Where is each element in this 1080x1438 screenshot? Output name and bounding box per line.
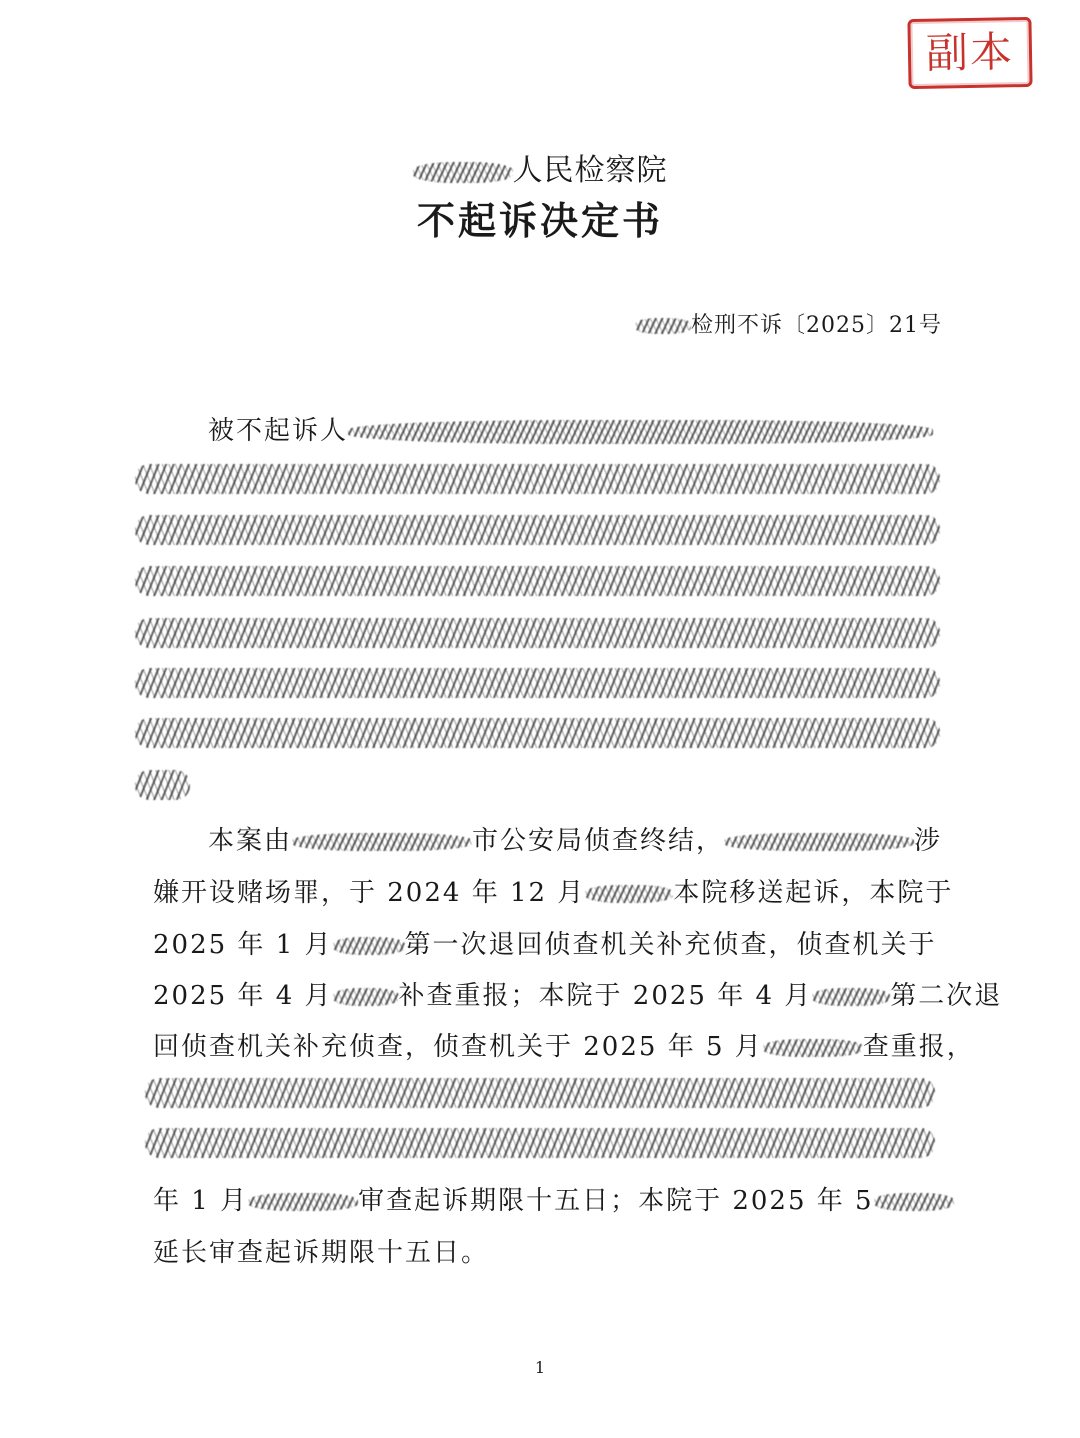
redacted-text — [248, 1193, 358, 1211]
document-number-text: 检刑不诉〔2025〕21号 — [691, 313, 942, 338]
paragraph-line — [153, 1232, 489, 1269]
text: 年 1 月 — [153, 1186, 249, 1216]
paragraph-line — [153, 1026, 975, 1063]
paragraph-line — [208, 820, 942, 857]
respondent-line — [208, 410, 933, 447]
text: 补查重报；本院于 2025 年 4 月 — [398, 981, 813, 1011]
paragraph-line — [153, 975, 1002, 1012]
text: 第一次退回侦查机关补充侦查，侦查机关于 — [404, 930, 937, 960]
text: 2025 年 4 月 — [153, 981, 333, 1011]
redacted-text — [812, 988, 890, 1006]
redacted-text — [333, 988, 399, 1006]
redacted-prefix — [635, 318, 691, 333]
redacted-line — [135, 668, 940, 698]
copy-stamp: 副本 — [907, 17, 1032, 89]
redacted-text — [724, 833, 914, 851]
redacted-line — [135, 515, 940, 545]
redacted-line — [135, 718, 940, 748]
redacted-text — [333, 937, 405, 955]
text: 本案由 — [208, 826, 293, 856]
document-number — [635, 308, 942, 339]
org-suffix: 人民检察院 — [512, 153, 668, 188]
text: 延长审查起诉期限十五日。 — [153, 1238, 490, 1268]
paragraph-line — [153, 872, 953, 909]
text: 审查起诉期限十五日；本院于 2025 年 5 — [358, 1186, 874, 1216]
redacted-line — [145, 1128, 935, 1158]
redacted-text — [874, 1193, 954, 1211]
paragraph-line — [153, 924, 937, 961]
text: 2025 年 1 月 — [153, 930, 333, 960]
redacted-line — [145, 1078, 935, 1108]
redacted-line — [135, 618, 940, 648]
text: 第二次退 — [890, 981, 1003, 1011]
redacted-line — [135, 770, 190, 800]
redacted-line — [135, 464, 940, 494]
redacted-text — [763, 1039, 863, 1057]
procuratorate-name — [0, 145, 1080, 189]
paragraph-line — [153, 1180, 954, 1217]
text: 回侦查机关补充侦查，侦查机关于 2025 年 5 月 — [153, 1032, 763, 1062]
text: 涉 — [914, 826, 943, 856]
respondent-label: 被不起诉人 — [208, 416, 349, 446]
redacted-text — [585, 885, 673, 903]
redacted-line — [135, 566, 940, 596]
page-number: 1 — [534, 1358, 546, 1377]
redacted-city — [413, 162, 513, 183]
text: 查重报， — [862, 1032, 975, 1062]
redacted-respondent — [348, 420, 933, 444]
text: 市公安局侦查终结， — [472, 826, 725, 856]
text: 嫌开设赌场罪，于 2024 年 12 月 — [153, 878, 586, 908]
text: 本院移送起诉，本院于 — [673, 878, 954, 908]
document-title: 不起诉决定书 — [416, 199, 663, 243]
redacted-text — [292, 833, 472, 851]
